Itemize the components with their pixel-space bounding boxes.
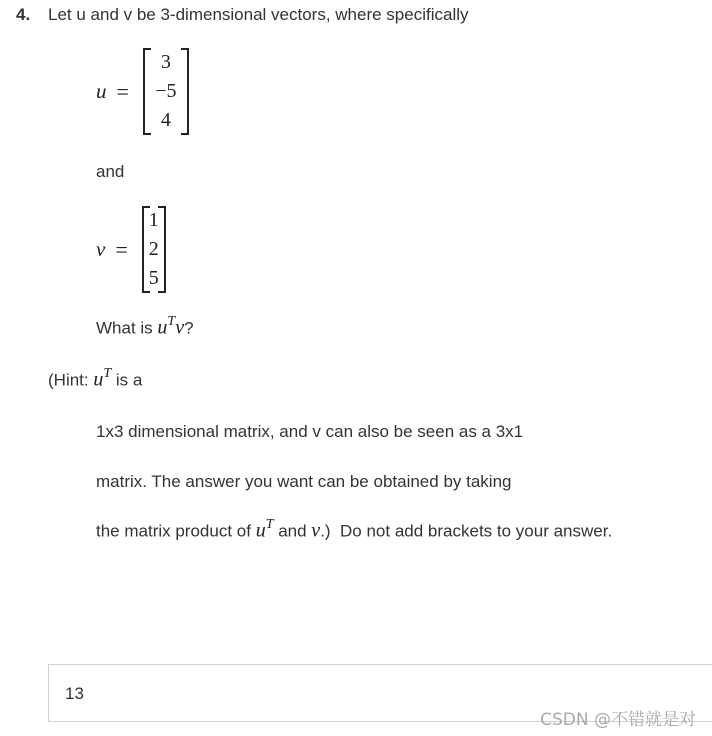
answer-value: 13 bbox=[65, 684, 84, 703]
hint-line-2: 1x3 dimensional matrix, and v can also be seen as a 3x1 bbox=[96, 422, 524, 441]
hint-line-3: matrix. The answer you want can be obtained by taking bbox=[96, 472, 512, 491]
right-bracket bbox=[181, 48, 189, 135]
hint-line-1 bbox=[48, 368, 142, 392]
vector-u-equals: = bbox=[116, 78, 129, 104]
prompt-u: u bbox=[157, 316, 168, 339]
vector-v-entry: 5 bbox=[148, 267, 159, 289]
hint-prefix: (Hint: bbox=[48, 370, 94, 390]
vector-v-entry: 1 bbox=[148, 209, 159, 231]
hint-line4-prefix: the matrix product of bbox=[96, 521, 256, 541]
vector-u-entry: 3 bbox=[160, 51, 171, 73]
vector-u-equation bbox=[96, 48, 189, 135]
hint-line4-suffix: .) Do not add brackets to your answer. bbox=[320, 521, 613, 541]
vector-v-name: v bbox=[96, 237, 106, 261]
prompt-prefix: What is bbox=[96, 318, 158, 338]
vector-v-equation bbox=[96, 206, 166, 293]
question-prompt bbox=[96, 316, 194, 340]
vector-u-entry: 4 bbox=[160, 109, 171, 131]
vector-v-matrix bbox=[142, 206, 166, 293]
question-intro: Let u and v be 3-dimensional vectors, where specifically bbox=[48, 5, 469, 24]
prompt-transpose: T bbox=[167, 314, 176, 329]
vector-u-matrix bbox=[143, 48, 189, 135]
vector-v-entry: 2 bbox=[148, 238, 159, 260]
vector-u-entry: −5 bbox=[155, 80, 177, 102]
hint-line4-transpose: T bbox=[265, 517, 274, 532]
prompt-suffix: ? bbox=[184, 318, 194, 338]
hint-transpose: T bbox=[103, 366, 112, 381]
prompt-v: v bbox=[175, 316, 185, 339]
hint-line-4 bbox=[96, 519, 612, 543]
left-bracket bbox=[143, 48, 151, 135]
hint-line4-and: and bbox=[273, 521, 312, 541]
vector-v-equals: = bbox=[115, 236, 128, 262]
left-bracket bbox=[142, 206, 150, 293]
hint-line4-u: u bbox=[255, 519, 266, 542]
hint-suffix: is a bbox=[111, 370, 143, 390]
vector-u-name: u bbox=[96, 79, 107, 103]
question-number: 4. bbox=[16, 5, 31, 24]
right-bracket bbox=[158, 206, 166, 293]
hint-line4-v: v bbox=[311, 519, 321, 542]
connector-text: and bbox=[96, 162, 125, 181]
hint-u: u bbox=[93, 368, 104, 391]
watermark: CSDN @不错就是对 bbox=[540, 710, 696, 730]
